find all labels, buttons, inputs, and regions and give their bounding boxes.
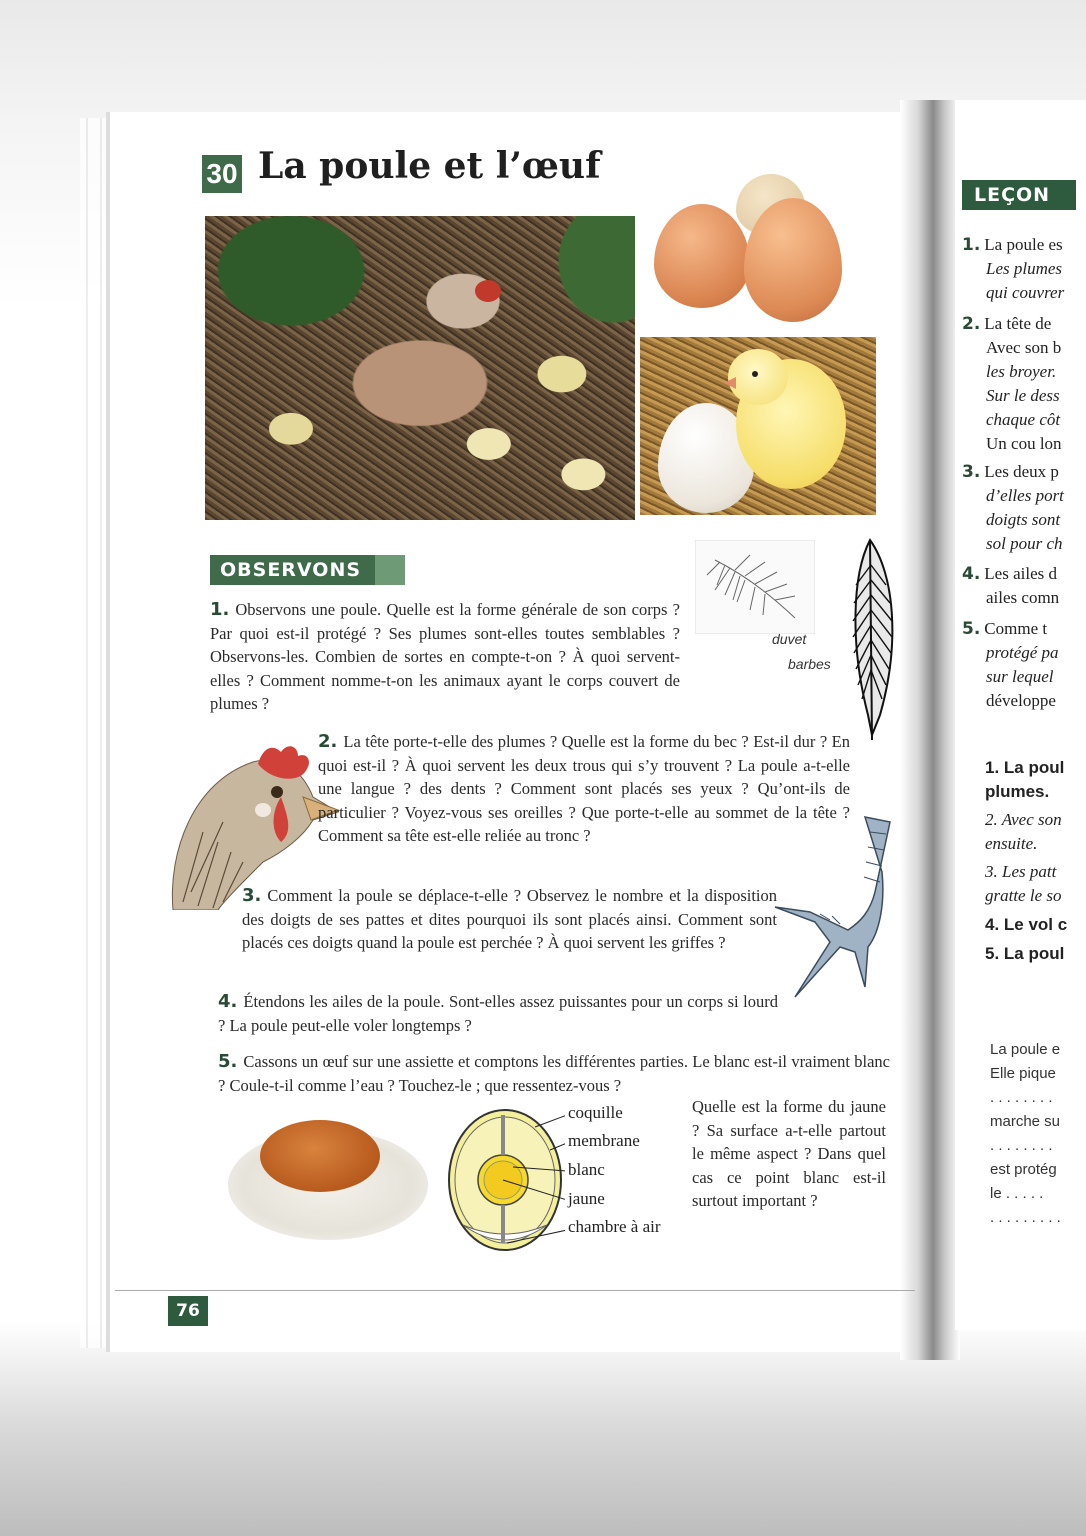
question-5-continued: Quelle est la forme du jaune ? Sa surface a-t-elle partout le même aspect ? Dans quel cas ce point blanc est-il surtout important ? [692,1097,886,1210]
summary-line-5: 3. Les patt [985,862,1057,881]
question-1: 1. Observons une poule. Quelle est la forme générale de son corps ? Par quoi est-il protégé ? Ses plumes sont-elles toutes semblables ? Observons-les. Combien de sortes en compte-t-on ? À quoi servent-elles ? Comment nomme-t-on les animaux ayant le corps couvert de plumes ? [210,599,680,713]
down-feather-image [695,540,815,634]
summary-line-6: gratte le so [985,886,1062,905]
label-duvet: duvet [772,631,807,647]
question-4: 4. Étendons les ailes de la poule. Sont-elles assez puissantes pour un corps si lourd ? La poule peut-elle voler longtemps ? [218,991,778,1035]
summary-line-8: 5. La poul [985,944,1065,963]
chick-and-egg-photo [640,337,876,515]
summary-line-1: 1. La poul [985,758,1065,777]
label-barbes: barbes [788,656,831,672]
footer-rule [115,1290,915,1291]
lecon-item-3: 3. Les deux p d’elles port doigts sont sol pour ch [962,462,1064,553]
page-title: La poule et l’œuf [258,145,601,187]
exercise-line-2: Elle pique [990,1065,1056,1082]
lecon-item-2: 2. La tête de Avec son b les broyer. Sur le dess chaque côt Un cou lon [962,314,1062,453]
exercise-line-4: marche su [990,1113,1061,1130]
question-5: 5. Cassons un œuf sur une assiette et comptons les différentes parties. Le blanc est-il vraiment blanc ? Coule-t-il comme l’eau ? Touchez-le ; que ressentez-vous ? [218,1051,890,1095]
lecon-item-1: 1. La poule es Les plumes qui couvrer [962,235,1065,302]
question-3: 3. Comment la poule se déplace-t-elle ? Observez le nombre et la disposition des doigts de ses pattes et dites pourquoi ils sont placés ainsi. Comment sont placés ces doigts quand la poule est perchée ? À quoi servent les griffes ? [242,885,777,952]
observons-heading: OBSERVONS [210,555,405,585]
egg-diagram [445,1105,565,1255]
summary-line-7: 4. Le vol c [985,915,1068,934]
hen-with-chicks-photo [205,216,635,520]
eggs-photo [648,168,876,328]
lesson-number: 30 [202,155,242,193]
page-number: 76 [168,1296,208,1326]
lecon-item-4: 4. Les ailes d ailes comn [962,564,1060,607]
exercise-line-6: est protég [990,1161,1057,1178]
label-jaune: jaune [568,1189,605,1208]
broken-egg-photo [220,1108,430,1252]
label-membrane: membrane [568,1131,640,1150]
lecon-heading: LEÇON [962,180,1076,210]
lecon-item-5: 5. Comme t protégé pa sur lequel développe [962,619,1059,710]
summary-line-2: plumes. [985,782,1050,801]
hen-comb [475,280,501,302]
hen-foot-illustration [770,812,900,1002]
question-2: 2. La tête porte-t-elle des plumes ? Quelle est la forme du bec ? Est-il dur ? En quoi est-il ? À quoi servent les deux trous qui s’y trouvent ? La poule a-t-elle une langue ? des dents ? Comment sont placés ses yeux ? Qu’ont-ils de particulier ? Voyez-vous ses oreilles ? Que porte-t-elle au sommet de la tête ? Comment sa tête est-elle reliée au tronc ? [318,731,850,845]
exercise-line-8: . . . . . . . . . [990,1209,1061,1226]
exercise-line-1: La poule e [990,1041,1061,1058]
exercise-line-3: . . . . . . . . [990,1089,1053,1106]
exercise-line-7: le . . . . . [990,1185,1044,1202]
exercise-line-5: . . . . . . . . [990,1137,1053,1154]
label-coquille: coquille [568,1103,623,1122]
summary-line-4: ensuite. [985,834,1038,853]
label-blanc: blanc [568,1160,605,1179]
summary-line-3: 2. Avec son [985,810,1062,829]
contour-feather-image [840,535,910,745]
label-chambre-a-air: chambre à air [568,1217,661,1236]
